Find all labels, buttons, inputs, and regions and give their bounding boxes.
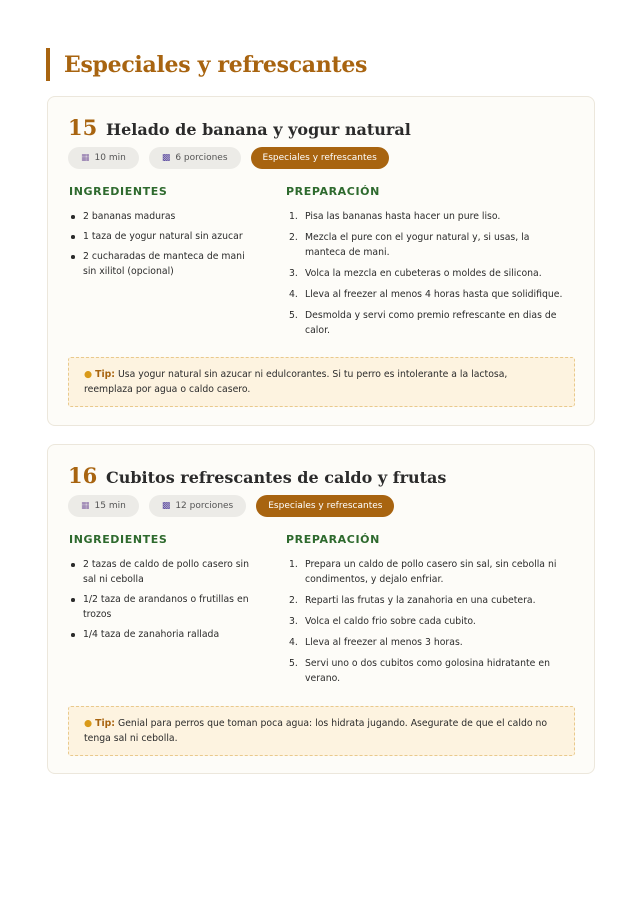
list-item: 4. Lleva al freezer al menos 4 horas hasta que solidifique.: [289, 289, 563, 300]
step-text: Volca la mezcla en cubeteras o moldes de silicona.: [305, 268, 542, 279]
tip-text: Usa yogur natural sin azucar ni edulcorantes. Si tu perro es intolerante a la lactosa, reemplaza por agua o caldo casero.: [84, 369, 508, 395]
category-badge[interactable]: [251, 147, 389, 169]
ingredients-list: [69, 209, 259, 284]
lightbulb-icon: ●: [84, 718, 93, 729]
list-item: 4. Lleva al freezer al menos 3 horas.: [289, 637, 463, 648]
list-item: 1/2 taza de arandanos o frutillas en trozos: [69, 592, 259, 622]
ingredients-list: [69, 557, 259, 647]
portions-value: 6 porciones: [175, 153, 228, 163]
portions-chip: [149, 495, 246, 517]
portions-value: 12 porciones: [175, 501, 234, 511]
preparation-heading: PREPARACIÓN: [286, 185, 380, 198]
steps-list: [286, 209, 566, 344]
category-badge[interactable]: [256, 495, 394, 517]
time-value: 10 min: [94, 153, 126, 163]
step-text: Volca el caldo frio sobre cada cubito.: [305, 616, 476, 627]
step-text: Lleva al freezer al menos 4 horas hasta que solidifique.: [305, 289, 563, 300]
ingredients-heading: INGREDIENTES: [69, 533, 168, 546]
steps-list: [286, 557, 566, 692]
list-item: 3. Volca la mezcla en cubeteras o moldes de silicona.: [289, 268, 542, 279]
tip-box: [68, 357, 575, 407]
step-text: Lleva al freezer al menos 3 horas.: [305, 637, 463, 648]
category-label: Especiales y refrescantes: [262, 153, 377, 163]
section-title: [46, 48, 367, 81]
step-text: Prepara un caldo de pollo casero sin sal, sin cebolla ni condimentos, y dejalo enfriar.: [305, 559, 557, 585]
people-icon: ▩: [161, 153, 171, 163]
people-icon: ▩: [161, 501, 171, 511]
recipe-number: 15: [68, 115, 98, 140]
preparation-heading: PREPARACIÓN: [286, 533, 380, 546]
list-item: 2. Mezcla el pure con el yogur natural y, si usas, la manteca de mani.: [286, 230, 566, 260]
recipe-title: Cubitos refrescantes de caldo y frutas: [106, 468, 447, 487]
step-text: Mezcla el pure con el yogur natural y, si usas, la manteca de mani.: [305, 232, 530, 258]
step-text: Pisa las bananas hasta hacer un pure liso.: [305, 211, 501, 222]
list-item: 1. Pisa las bananas hasta hacer un pure liso.: [289, 211, 501, 222]
recipe-title: Helado de banana y yogur natural: [106, 120, 411, 139]
recipe-number: 16: [68, 463, 98, 488]
list-item: 5. Desmolda y servi como premio refrescante en dias de calor.: [286, 308, 566, 338]
tip-label: Tip:: [95, 369, 116, 380]
portions-chip: [149, 147, 241, 169]
step-text: Desmolda y servi como premio refrescante en dias de calor.: [305, 310, 557, 336]
recipe-header: [68, 115, 411, 140]
recipe-meta: [68, 147, 389, 169]
lightbulb-icon: ●: [84, 369, 93, 380]
step-text: Reparti las frutas y la zanahoria en una cubetera.: [305, 595, 536, 606]
timer-icon: ▦: [81, 501, 90, 511]
tip-label: Tip:: [95, 718, 116, 729]
list-item: 3. Volca el caldo frio sobre cada cubito.: [289, 616, 476, 627]
recipe-card: [47, 96, 595, 426]
category-label: Especiales y refrescantes: [268, 501, 383, 511]
list-item: 1/4 taza de zanahoria rallada: [69, 627, 259, 642]
list-item: 2 bananas maduras: [69, 209, 259, 224]
time-chip: [68, 495, 139, 517]
time-chip: [68, 147, 139, 169]
list-item: 2 tazas de caldo de pollo casero sin sal ni cebolla: [69, 557, 259, 587]
tip-box: [68, 706, 575, 756]
ingredients-heading: INGREDIENTES: [69, 185, 168, 198]
list-item: 2. Reparti las frutas y la zanahoria en una cubetera.: [289, 595, 536, 606]
recipe-card: [47, 444, 595, 774]
recipe-meta: [68, 495, 394, 517]
list-item: 2 cucharadas de manteca de mani sin xilitol (opcional): [69, 249, 259, 279]
list-item: 5. Servi uno o dos cubitos como golosina hidratante en verano.: [286, 656, 566, 686]
tip-text: Genial para perros que toman poca agua: los hidrata jugando. Asegurate de que el caldo no tenga sal ni cebolla.: [84, 718, 548, 744]
step-text: Servi uno o dos cubitos como golosina hidratante en verano.: [305, 658, 550, 684]
recipe-header: [68, 463, 446, 488]
section-title-text: Especiales y refrescantes: [64, 51, 368, 78]
list-item: 1 taza de yogur natural sin azucar: [69, 229, 259, 244]
timer-icon: ▦: [81, 153, 90, 163]
list-item: 1. Prepara un caldo de pollo casero sin sal, sin cebolla ni condimentos, y dejalo enfriar.: [286, 557, 566, 587]
time-value: 15 min: [94, 501, 126, 511]
